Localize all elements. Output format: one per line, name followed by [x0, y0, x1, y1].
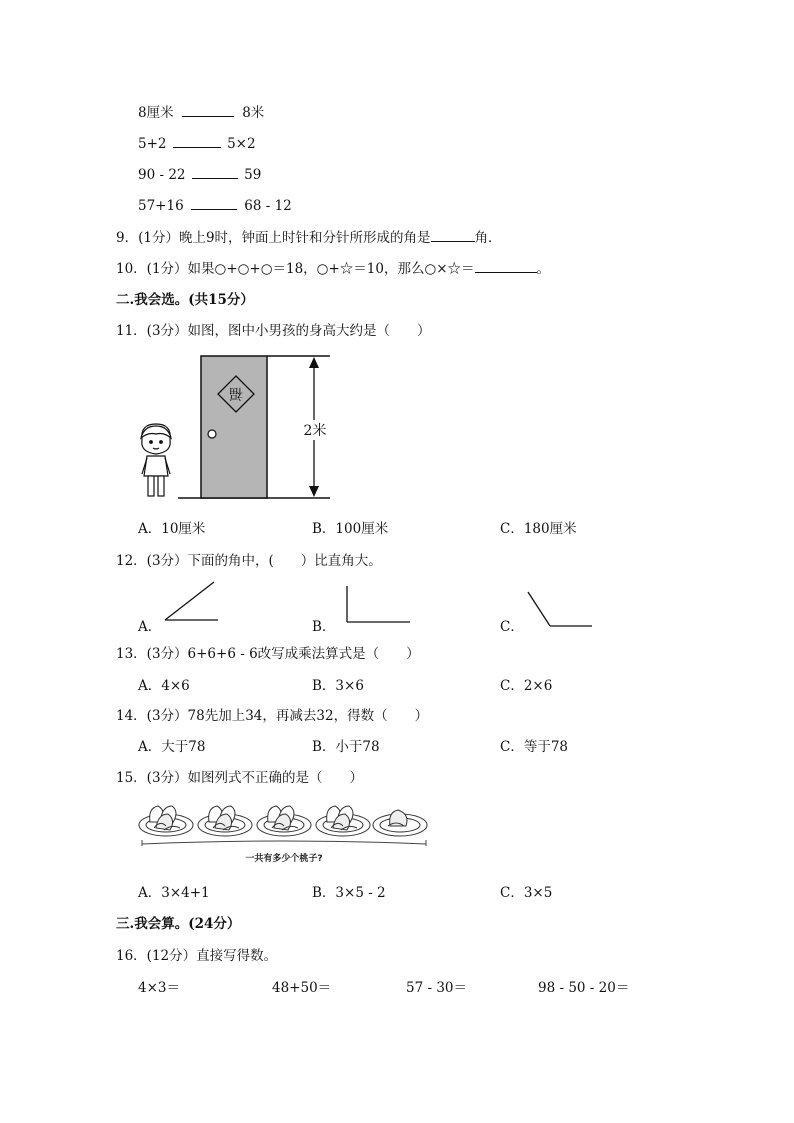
- q13-option-a[interactable]: A．4×6: [138, 678, 190, 694]
- answer-blank[interactable]: [475, 260, 537, 273]
- door-sign-char: 福: [229, 385, 243, 401]
- question-14: 14．(3分）78先加上34，再减去32，得数（ ）: [116, 708, 429, 724]
- question-suffix: 。: [536, 261, 551, 277]
- obtuse-angle-figure: [522, 588, 598, 632]
- answer-blank[interactable]: [191, 197, 237, 210]
- compare-item-4: [138, 197, 292, 215]
- q12-option-b[interactable]: B．: [312, 619, 336, 635]
- compare-item-3: [138, 166, 261, 184]
- compare-left: 57+16: [138, 198, 184, 214]
- answer-blank[interactable]: [173, 135, 221, 148]
- question-suffix: 角．: [474, 230, 502, 246]
- question-9: [116, 229, 502, 247]
- question-15: 15．(3分）如图列式不正确的是（ ）: [116, 770, 364, 786]
- plate-1: [139, 806, 193, 836]
- peach-caption: 一共有多少个桃子?: [245, 854, 323, 864]
- door-knob: [208, 430, 216, 438]
- calc-item-4: 98 - 50 - 20＝: [538, 980, 630, 996]
- answer-blank[interactable]: [192, 166, 238, 179]
- q14-option-b[interactable]: B．小于78: [312, 739, 380, 755]
- q12-option-c[interactable]: C．: [500, 619, 524, 635]
- right-angle-figure: [340, 582, 420, 628]
- q15-option-c[interactable]: C．3×5: [500, 885, 553, 901]
- compare-right: 8米: [242, 105, 265, 121]
- question-16: 16．(12分）直接写得数。: [116, 948, 278, 964]
- question-10: [116, 260, 550, 278]
- plate-4: [316, 806, 370, 836]
- section-heading-3: 三.我会算。(24分）: [116, 916, 241, 932]
- acute-angle-figure: [160, 578, 240, 628]
- answer-blank[interactable]: [431, 229, 475, 242]
- compare-left: 8厘米: [138, 105, 174, 121]
- q12-option-a[interactable]: A．: [138, 619, 162, 635]
- plate-2: [198, 806, 252, 836]
- q13-option-b[interactable]: B．3×6: [312, 678, 364, 694]
- height-label: 2米: [303, 423, 327, 439]
- boy-figure: [141, 424, 171, 496]
- calc-item-3: 57 - 30＝: [406, 980, 468, 996]
- door-boy-figure: [130, 352, 350, 504]
- compare-right: 68 - 12: [244, 198, 292, 214]
- q14-option-c[interactable]: C．等于78: [500, 739, 569, 755]
- answer-blank[interactable]: [182, 104, 234, 117]
- compare-item-2: [138, 135, 256, 153]
- plate-3: [257, 806, 311, 836]
- compare-left: 90 - 22: [138, 167, 186, 183]
- q11-option-c[interactable]: C．180厘米: [500, 521, 577, 537]
- calc-item-2: 48+50＝: [272, 980, 332, 996]
- question-text: 10．(1分）如果○+○+○＝18，○+☆＝10，那么○×☆＝: [116, 261, 475, 277]
- compare-left: 5+2: [138, 136, 167, 152]
- question-13: 13．(3分）6+6+6 - 6改写成乘法算式是（ ）: [116, 646, 420, 662]
- section-heading-2: 二.我会选。(共15分）: [116, 292, 254, 308]
- question-12: 12．(3分）下面的角中，( ）比直角大。: [116, 553, 382, 569]
- q11-option-b[interactable]: B．100厘米: [312, 521, 389, 537]
- plate-5: [373, 810, 427, 836]
- peach-plates-figure: [136, 798, 432, 868]
- question-text: 9．(1分）晚上9时，钟面上时针和分针所形成的角是: [116, 230, 431, 246]
- q15-option-b[interactable]: B．3×5 - 2: [312, 885, 386, 901]
- compare-right: 59: [244, 167, 262, 183]
- compare-item-1: [138, 104, 264, 122]
- q13-option-c[interactable]: C．2×6: [500, 678, 553, 694]
- compare-right: 5×2: [227, 136, 256, 152]
- q14-option-a[interactable]: A．大于78: [138, 739, 206, 755]
- calc-item-1: 4×3＝: [138, 980, 180, 996]
- q15-option-a[interactable]: A．3×4+1: [138, 885, 210, 901]
- q11-option-a[interactable]: A．10厘米: [138, 521, 206, 537]
- question-11: 11．(3分）如图，图中小男孩的身高大约是（ ）: [116, 323, 431, 339]
